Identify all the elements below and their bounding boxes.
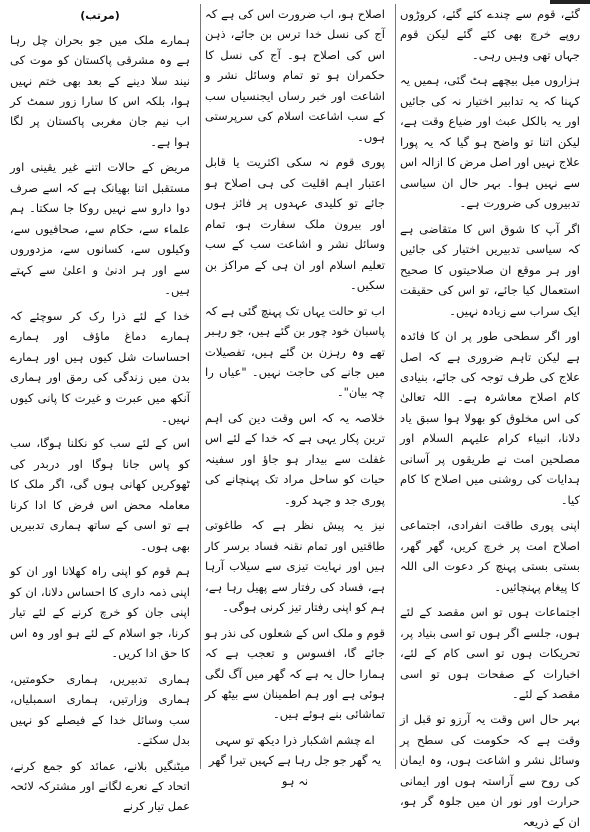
paragraph: اس کے لئے سب کو نکلنا ہوگا، سب کو پاس جانا ہوگا اور دربدر کی ٹھوکریں کھانی ہوں گی، اگر ملک کا معاملہ محض اس فرض کا ادا کرنا ہے تو اسی کے ساتھ ہماری تدبیریں بھی ہوں۔: [10, 436, 190, 553]
page-edge-mark: [550, 0, 590, 4]
paragraph: گئے، قوم سے چندے کئے گئے، کروڑوں روپے خرچ بھی کئے گئے لیکن قوم جہاں تھی وہیں رہی۔: [400, 7, 580, 62]
paragraph: خدا کے لئے ذرا رک کر سوچئے کہ ہمارے دماغ ماؤف اور ہمارے احساسات شل کیوں ہیں اور ہمارے بدن میں زندگی کی رمق اور ہماری آنکھ میں عبرت و غیرت کا پانی کیوں نہیں۔: [10, 308, 190, 426]
poetry-line: اے چشم اشکبار ذرا دیکھ تو سہی: [215, 732, 375, 747]
paragraph: ہماری تدبیریں، ہماری حکومتیں، ہماری وزارتیں، ہماری اسمبلیاں، سب وسائل خدا کے فیصلے کو نہیں بدل سکتے۔: [10, 671, 190, 748]
paragraph: ہم قوم کو اپنی راہ کھلانا اور ان کو اپنی ذمہ داری کا احساس دلانا، ان کو اپنی جان کو خرچ کرنے کے لئے تیار کرنا، جو اسلام کے لئے ہو اور وہ اس کا حق ادا کریں۔: [10, 564, 190, 661]
paragraph: مریض کے حالات اتنے غیر یقینی اور مستقبل اتنا بھیانک ہے کہ اسے صرف دوا دارو سے نہیں روکا جا سکتا۔ ہم علماء سے، حکام سے، صحافیوں سے، وکیلوں سے، کسانوں سے، مزدوروں سے اور ہر ادنیٰ و اعلیٰ سے کہتے ہیں۔: [10, 160, 190, 298]
section-header: (مرتب): [80, 9, 120, 22]
paragraph: نیز یہ پیش نظر ہے کہ طاغوتی طاقتیں اور تمام نقنہ فساد برسر کار ہیں اور نہایت تیزی سے سیلاب آرہا ہے، فساد کی رفتار سے پھیل رہا ہے، ہم کو اپنی رفتار تیز کرنی ہوگی۔: [205, 518, 385, 615]
paragraph: خلاصہ یہ کہ اس وقت دین کی اہم ترین پکار یہی ہے کہ خدا کے لئے اس غفلت سے بیدار ہو جاؤ اور سفینہ حیات کو ساحل مراد تک پہنچانے کی پوری جد و جہد کرو۔: [205, 410, 385, 507]
paragraph: اگر آپ کا شوق اس کا متقاضی ہے کہ سیاسی تدبیریں اختیار کی جائیں اور ہر موقع ان صلاحیتوں کا صحیح استعمال کیا جائے، تو اس کی حقیقت ایک سراب سے زیادہ نہیں۔: [400, 221, 580, 318]
paragraph: اور اگر سطحی طور پر ان کا فائدہ ہے لیکن تاہم ضروری ہے کہ اصل علاج کی طرف توجہ کی جائے، بنیادی کام اصلاح معاشرہ ہے۔ اللہ تعالیٰ کی اس مخلوق کو بھولا ہوا سبق یاد دلانا، انبیاء کرام علیہم السلام اور مصلحین امت نے طریقوں پر آسانی ہدایات کی روشنی میں اصلاح کا کام کیا۔: [400, 329, 580, 507]
poetry-line: یہ گھر جو جل رہا ہے کہیں تیرا گھر نہ ہو: [208, 753, 382, 788]
paragraph: ہزاروں میل بیچھے ہٹ گئی، ہمیں یہ کہنا کہ یہ تدابیر اختیار نہ کی جائیں اور یہ بالکل عبث اور ضیاع وقت ہے، لیکن اتنا تو واضح ہو گیا کہ یہ پورا علاج نہیں اور اصل مرض کا ازالہ اس سے نہیں ہوا۔ بہر حال ان سیاسی تدبیروں کی ضرورت ہے۔: [400, 73, 580, 211]
paragraph: بہر حال اس وقت یہ آرزو تو قبل از وقت ہے کہ حکومت کی سطح پر وسائل نشر و اشاعت ہوں، وہ ایمان کی روح سے آراستہ ہوں اور ایمانی حرارت اور نور ان میں جلوہ گر ہو، ان کے ذریعہ: [400, 712, 580, 829]
column-left: [6, 4, 194, 814]
column-right: [395, 4, 584, 829]
paragraph: پوری قوم نہ سکی اکثریت یا قابل اعتبار اہم اقلیت کی ہی اصلاح ہو جائے تو کلیدی عہدوں پر فائز ہوں اور بیرون ملک سفارت ہو، تمام وسائل نشر و اشاعت سب کے سب تعلیم اسلام اور ان ہی کے مراکز بن سکیں۔: [205, 155, 385, 293]
column-middle: [200, 4, 389, 788]
paragraph: اپنی پوری طاقت انفرادی، اجتماعی اصلاح امت پر خرچ کریں، گھر گھر، بستی بستی پہنچ کر دعوت الی اللہ کا پیغام پہنچائیں۔: [400, 518, 580, 594]
columns: [6, 4, 584, 829]
paragraph: اب تو حالت یہاں تک پہنچ گئی ہے کہ پاسبان خود چور بن گئے ہیں، جو رہبر تھے وہ رہزن بن گئے ہیں، تفصیلات میں جانے کی حاجت نہیں۔ "عیاں را چہ بیان"۔: [205, 303, 385, 400]
paragraph: ہمارے ملک میں جو بحران چل رہا ہے وہ مشرقی پاکستان کو موت کی نیند سلا دینے کے بعد بھی ختم نہیں ہوا، بلکہ اس کا سارا زور سمٹ کر اب نیم جان مغربی پاکستان پر لگا ہوا ہے۔: [10, 32, 190, 149]
paragraph: اجتماعات ہوں تو اس مقصد کے لئے ہوں، جلسے اگر ہوں تو اسی بنیاد پر، تحریکات ہوں تو اسی کام کے لئے، اخبارات کے صفحات ہوں تو اسی مقصد کے لئے۔: [400, 605, 580, 701]
paragraph: اصلاح ہو، اب ضرورت اس کی ہے کہ آج کی نسل خدا ترس بن جائے، ذہن اس کی اصلاح ہو۔ آج کی نسل کا حکمران ہو تو تمام وسائل نشر و اشاعت اور خبر رساں ایجنسیاں سب کے سب اشاعت اسلام کی سرپرستی ہوں۔: [205, 7, 385, 144]
paragraph: میٹنگیں بلانے، عمائد کو جمع کرنے، اتحاد کے نعرے لگانے اور مشترکہ لائحہ عمل تیار کرنے: [10, 758, 190, 814]
paragraph: قوم و ملک اس کے شعلوں کی نذر ہو جائے گا، افسوس و تعجب ہے کہ ہمارا حال یہ ہے کہ گھر میں آگ لگی ہوئی ہے اور ہم اطمینان سے بیٹھ کر تماشائی بنے ہوئے ہیں۔: [205, 625, 385, 722]
